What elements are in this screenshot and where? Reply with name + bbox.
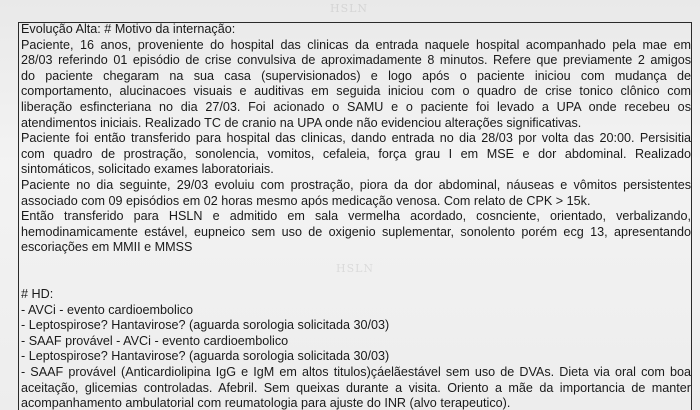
text-line: com quadro de prostração, sonolencia, vomitos, cefaleia, força grau I em MSE e dor abdominal. Realizado (21, 146, 691, 161)
text-line: 28/03 referindo 01 episódio de crise convulsiva de aproximadamente 8 minutos. Refere que previamente 2 amigos (21, 53, 691, 68)
text-line: atendimentos iniciais. Realizado TC de cranio na UPA onde não evidenciou alterações significativas. (21, 115, 582, 130)
text-line: Então transferido para HSLN e admitido em sala vermelha acordado, cosnciente, orientado, verbalizando, (21, 209, 691, 224)
text-line: hemodinamicamente estável, eupneico sem uso de oxigenio suplementar, sonolento porém ecg 13, apresentando (21, 224, 691, 239)
blank-line (21, 272, 691, 288)
document-text (21, 22, 691, 410)
text-line: comportamento, alucinacoes visuais e auditivas em seguida iniciou com o quadro de crise tonico clônico com (21, 84, 691, 99)
blank-line (21, 256, 691, 272)
text-line: escoriações em MMII e MMSS (21, 240, 193, 255)
hd-item: - SAAF provável - AVCi - evento cardioembolico (21, 333, 289, 348)
hd-item: - AVCi - evento cardioembolico (21, 302, 193, 317)
hd-item: - Leptospirose? Hantavirose? (aguarda sorologia solicitada 30/03) (21, 349, 390, 364)
text-line: Paciente, 16 anos, proveniente do hospital das clinicas da entrada naquele hospital acompanhado pela mae em (21, 37, 691, 52)
hd-item: - Leptospirose? Hantavirose? (aguarda sorologia solicitada 30/03) (21, 318, 390, 333)
text-line: Paciente foi então transferido para hospital das clinicas, dando entrada no dia 28/03 por volta das 20:00. Persisitia (21, 131, 691, 146)
text-line: do paciente chegaram na sua casa (supervisionados) e logo após o paciente iniciou com mudança de (21, 68, 691, 83)
faded-stamp-top: HSLN (330, 2, 369, 15)
heading-hd: # HD: (21, 287, 54, 302)
heading-motivo-internacao: Evolução Alta: # Motivo da internação: (21, 22, 236, 36)
text-line: acompanhamento ambulatorial com reumatologia para ajuste do INR (alvo terapeutico). (21, 396, 511, 410)
text-line: aceitação, glicemias controladas. Afebril. Sem queixas durante a visita. Oriento a mãe da importancia de manter (21, 380, 691, 395)
text-line: Paciente no dia seguinte, 29/03 evoluiu com prostração, piora da dor abdominal, náuseas e vômitos persistentes (21, 177, 691, 192)
text-line: liberação esfincteriana no dia 27/03. Foi acionado o SAMU e o paciente foi levado a UPA onde recebeu os (21, 99, 691, 114)
hd-item: - SAAF provável (Anticardiolipina IgG e IgM em altos titulos)çáelãestável sem uso de DVAs. Dieta via oral com boa (21, 365, 691, 380)
text-line: sintomáticos, solicitado exames laboratoriais. (21, 162, 274, 177)
text-line: associado com 09 episódios em 02 horas mesmo após medicação venosa. Com relato de CPK > 15k. (21, 193, 591, 208)
faded-stamp-middle: HSLN (336, 262, 375, 275)
